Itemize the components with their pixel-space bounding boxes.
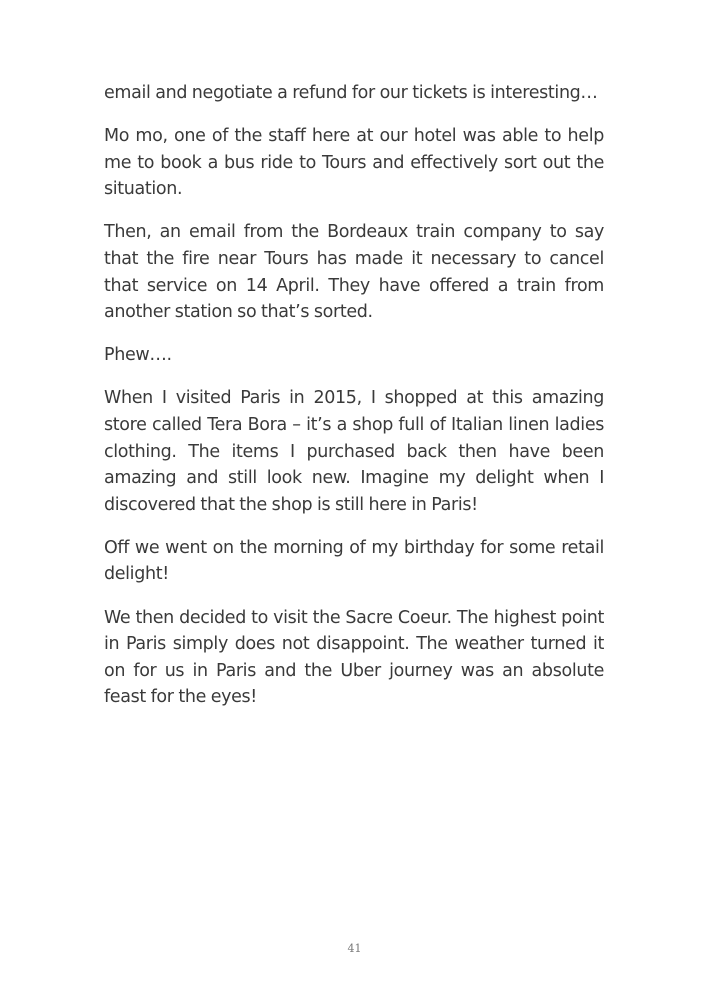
paragraph-phew: Phew…. [104, 345, 172, 366]
paragraph-bus-ride: Mo mo, one of the staff here at our hotel was able to help me to book a bus ride to Tours and effectively sort out the situation. [104, 126, 604, 200]
page-number: 41 [347, 942, 362, 955]
paragraph-train-cancel: Then, an email from the Bordeaux train company to say that the fire near Tours has made it necessary to cancel that service on 14 April. They have offered a train from another station so that’s sorted. [104, 222, 604, 323]
paragraph-refund: email and negotiate a refund for our tickets is interesting… [104, 83, 598, 103]
paragraph-tera-bora: When I visited Paris in 2015, I shopped at this amazing store called Tera Bora – it’s a shop full of Italian linen ladies clothing. The items I purchased back then have been amazing and still look new. Imagine my delight when I discovered that the shop is still here in Paris! [104, 388, 604, 515]
paragraph-sacre-coeur: We then decided to visit the Sacre Coeur. The highest point in Paris simply does not disappoint. The weather turned it on for us in Paris and the Uber journey was an absolute feast for the eyes! [104, 607, 604, 708]
paragraph-birthday: Off we went on the morning of my birthday for some retail delight! [104, 537, 604, 585]
body-text [104, 80, 604, 727]
